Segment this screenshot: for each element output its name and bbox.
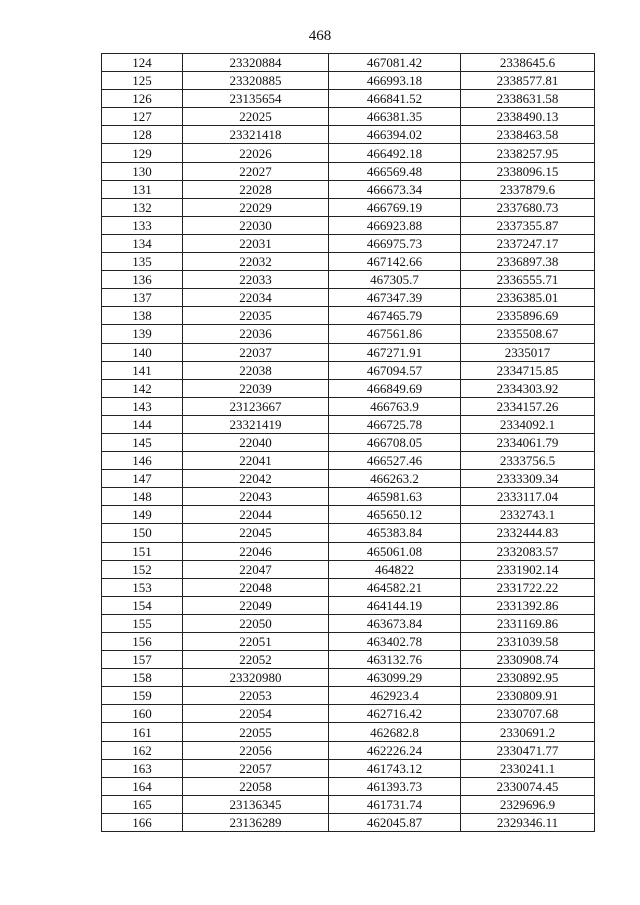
point-number-cell: 162 <box>102 741 183 759</box>
x-coordinate-cell: 466673.34 <box>329 180 461 198</box>
point-number-cell: 152 <box>102 560 183 578</box>
point-id-cell: 22037 <box>183 343 329 361</box>
table-row <box>102 54 595 72</box>
table-row <box>102 633 595 651</box>
point-number-cell: 145 <box>102 433 183 451</box>
x-coordinate-cell: 467561.86 <box>329 325 461 343</box>
point-id-cell: 22043 <box>183 488 329 506</box>
point-number-cell: 156 <box>102 633 183 651</box>
y-coordinate-cell: 2332444.83 <box>461 524 595 542</box>
point-id-cell: 22053 <box>183 687 329 705</box>
y-coordinate-cell: 2337879.6 <box>461 180 595 198</box>
x-coordinate-cell: 462716.42 <box>329 705 461 723</box>
x-coordinate-cell: 466381.35 <box>329 108 461 126</box>
point-id-cell: 22058 <box>183 777 329 795</box>
y-coordinate-cell: 2337680.73 <box>461 198 595 216</box>
x-coordinate-cell: 467142.66 <box>329 253 461 271</box>
point-id-cell: 22049 <box>183 596 329 614</box>
page-number: 468 <box>308 28 332 44</box>
point-number-cell: 125 <box>102 72 183 90</box>
point-id-cell: 22046 <box>183 542 329 560</box>
x-coordinate-cell: 466394.02 <box>329 126 461 144</box>
y-coordinate-cell: 2333756.5 <box>461 452 595 470</box>
y-coordinate-cell: 2334092.1 <box>461 415 595 433</box>
x-coordinate-cell: 463402.78 <box>329 633 461 651</box>
x-coordinate-cell: 461393.73 <box>329 777 461 795</box>
table-row <box>102 488 595 506</box>
point-id-cell: 22030 <box>183 216 329 234</box>
coordinates-table-body <box>102 54 595 832</box>
y-coordinate-cell: 2338631.58 <box>461 90 595 108</box>
point-id-cell: 23135654 <box>183 90 329 108</box>
point-number-cell: 128 <box>102 126 183 144</box>
point-number-cell: 143 <box>102 397 183 415</box>
y-coordinate-cell: 2335017 <box>461 343 595 361</box>
point-id-cell: 22029 <box>183 198 329 216</box>
point-id-cell: 23136289 <box>183 813 329 831</box>
x-coordinate-cell: 467081.42 <box>329 54 461 72</box>
table-row <box>102 325 595 343</box>
table-row <box>102 578 595 596</box>
y-coordinate-cell: 2338490.13 <box>461 108 595 126</box>
point-id-cell: 23321419 <box>183 415 329 433</box>
table-row <box>102 433 595 451</box>
x-coordinate-cell: 462923.4 <box>329 687 461 705</box>
point-number-cell: 146 <box>102 452 183 470</box>
table-row <box>102 813 595 831</box>
x-coordinate-cell: 463132.76 <box>329 651 461 669</box>
table-row <box>102 144 595 162</box>
y-coordinate-cell: 2330809.91 <box>461 687 595 705</box>
table-row <box>102 506 595 524</box>
point-number-cell: 150 <box>102 524 183 542</box>
point-id-cell: 22033 <box>183 271 329 289</box>
x-coordinate-cell: 464822 <box>329 560 461 578</box>
point-number-cell: 132 <box>102 198 183 216</box>
x-coordinate-cell: 463673.84 <box>329 614 461 632</box>
point-number-cell: 138 <box>102 307 183 325</box>
y-coordinate-cell: 2338645.6 <box>461 54 595 72</box>
x-coordinate-cell: 462045.87 <box>329 813 461 831</box>
point-number-cell: 154 <box>102 596 183 614</box>
point-id-cell: 23320980 <box>183 669 329 687</box>
table-row <box>102 542 595 560</box>
y-coordinate-cell: 2334715.85 <box>461 361 595 379</box>
table-row <box>102 669 595 687</box>
table-row <box>102 289 595 307</box>
y-coordinate-cell: 2338257.95 <box>461 144 595 162</box>
point-number-cell: 140 <box>102 343 183 361</box>
point-number-cell: 164 <box>102 777 183 795</box>
y-coordinate-cell: 2335508.67 <box>461 325 595 343</box>
x-coordinate-cell: 466725.78 <box>329 415 461 433</box>
y-coordinate-cell: 2338096.15 <box>461 162 595 180</box>
table-row <box>102 180 595 198</box>
y-coordinate-cell: 2331392.86 <box>461 596 595 614</box>
x-coordinate-cell: 465061.08 <box>329 542 461 560</box>
point-id-cell: 23136345 <box>183 795 329 813</box>
point-id-cell: 22032 <box>183 253 329 271</box>
y-coordinate-cell: 2333117.04 <box>461 488 595 506</box>
point-number-cell: 131 <box>102 180 183 198</box>
point-number-cell: 147 <box>102 470 183 488</box>
table-row <box>102 271 595 289</box>
point-id-cell: 22036 <box>183 325 329 343</box>
y-coordinate-cell: 2338463.58 <box>461 126 595 144</box>
point-number-cell: 148 <box>102 488 183 506</box>
x-coordinate-cell: 467305.7 <box>329 271 461 289</box>
point-number-cell: 149 <box>102 506 183 524</box>
table-row <box>102 307 595 325</box>
point-id-cell: 22040 <box>183 433 329 451</box>
x-coordinate-cell: 465383.84 <box>329 524 461 542</box>
x-coordinate-cell: 461743.12 <box>329 759 461 777</box>
x-coordinate-cell: 466849.69 <box>329 379 461 397</box>
point-id-cell: 22041 <box>183 452 329 470</box>
table-row <box>102 596 595 614</box>
y-coordinate-cell: 2334157.26 <box>461 397 595 415</box>
x-coordinate-cell: 466975.73 <box>329 234 461 252</box>
point-number-cell: 141 <box>102 361 183 379</box>
point-id-cell: 22057 <box>183 759 329 777</box>
point-id-cell: 23123667 <box>183 397 329 415</box>
x-coordinate-cell: 466763.9 <box>329 397 461 415</box>
x-coordinate-cell: 466993.18 <box>329 72 461 90</box>
table-row <box>102 741 595 759</box>
point-number-cell: 144 <box>102 415 183 433</box>
point-number-cell: 157 <box>102 651 183 669</box>
point-number-cell: 129 <box>102 144 183 162</box>
table-row <box>102 90 595 108</box>
y-coordinate-cell: 2330707.68 <box>461 705 595 723</box>
point-number-cell: 163 <box>102 759 183 777</box>
table-row <box>102 723 595 741</box>
table-row <box>102 253 595 271</box>
table-row <box>102 72 595 90</box>
y-coordinate-cell: 2331722.22 <box>461 578 595 596</box>
point-number-cell: 130 <box>102 162 183 180</box>
point-number-cell: 124 <box>102 54 183 72</box>
table-row <box>102 108 595 126</box>
point-id-cell: 22044 <box>183 506 329 524</box>
x-coordinate-cell: 465981.63 <box>329 488 461 506</box>
x-coordinate-cell: 465650.12 <box>329 506 461 524</box>
table-row <box>102 126 595 144</box>
y-coordinate-cell: 2331039.58 <box>461 633 595 651</box>
x-coordinate-cell: 466708.05 <box>329 433 461 451</box>
x-coordinate-cell: 466527.46 <box>329 452 461 470</box>
x-coordinate-cell: 463099.29 <box>329 669 461 687</box>
point-id-cell: 22047 <box>183 560 329 578</box>
point-number-cell: 126 <box>102 90 183 108</box>
table-row <box>102 379 595 397</box>
point-id-cell: 22045 <box>183 524 329 542</box>
x-coordinate-cell: 467094.57 <box>329 361 461 379</box>
y-coordinate-cell: 2332743.1 <box>461 506 595 524</box>
y-coordinate-cell: 2335896.69 <box>461 307 595 325</box>
x-coordinate-cell: 464144.19 <box>329 596 461 614</box>
y-coordinate-cell: 2331169.86 <box>461 614 595 632</box>
point-number-cell: 153 <box>102 578 183 596</box>
table-row <box>102 162 595 180</box>
point-id-cell: 22038 <box>183 361 329 379</box>
point-id-cell: 22034 <box>183 289 329 307</box>
point-number-cell: 127 <box>102 108 183 126</box>
point-id-cell: 22056 <box>183 741 329 759</box>
y-coordinate-cell: 2333309.34 <box>461 470 595 488</box>
point-number-cell: 158 <box>102 669 183 687</box>
point-number-cell: 136 <box>102 271 183 289</box>
point-id-cell: 22025 <box>183 108 329 126</box>
y-coordinate-cell: 2330241.1 <box>461 759 595 777</box>
y-coordinate-cell: 2329696.9 <box>461 795 595 813</box>
table-row <box>102 614 595 632</box>
point-id-cell: 22048 <box>183 578 329 596</box>
point-id-cell: 23321418 <box>183 126 329 144</box>
point-id-cell: 22055 <box>183 723 329 741</box>
point-number-cell: 166 <box>102 813 183 831</box>
table-row <box>102 759 595 777</box>
table-row <box>102 687 595 705</box>
y-coordinate-cell: 2330074.45 <box>461 777 595 795</box>
table-row <box>102 651 595 669</box>
point-id-cell: 22051 <box>183 633 329 651</box>
y-coordinate-cell: 2330471.77 <box>461 741 595 759</box>
table-row <box>102 452 595 470</box>
x-coordinate-cell: 464582.21 <box>329 578 461 596</box>
x-coordinate-cell: 466263.2 <box>329 470 461 488</box>
y-coordinate-cell: 2334061.79 <box>461 433 595 451</box>
point-id-cell: 22050 <box>183 614 329 632</box>
point-number-cell: 135 <box>102 253 183 271</box>
y-coordinate-cell: 2338577.81 <box>461 72 595 90</box>
point-number-cell: 139 <box>102 325 183 343</box>
table-row <box>102 361 595 379</box>
y-coordinate-cell: 2330892.95 <box>461 669 595 687</box>
point-id-cell: 22028 <box>183 180 329 198</box>
x-coordinate-cell: 467271.91 <box>329 343 461 361</box>
table-row <box>102 343 595 361</box>
point-number-cell: 142 <box>102 379 183 397</box>
point-id-cell: 22035 <box>183 307 329 325</box>
y-coordinate-cell: 2337355.87 <box>461 216 595 234</box>
x-coordinate-cell: 462226.24 <box>329 741 461 759</box>
x-coordinate-cell: 467347.39 <box>329 289 461 307</box>
point-number-cell: 160 <box>102 705 183 723</box>
y-coordinate-cell: 2329346.11 <box>461 813 595 831</box>
coordinates-table <box>101 53 595 832</box>
table-row <box>102 234 595 252</box>
y-coordinate-cell: 2334303.92 <box>461 379 595 397</box>
x-coordinate-cell: 461731.74 <box>329 795 461 813</box>
y-coordinate-cell: 2330691.2 <box>461 723 595 741</box>
y-coordinate-cell: 2330908.74 <box>461 651 595 669</box>
point-number-cell: 165 <box>102 795 183 813</box>
table-row <box>102 470 595 488</box>
point-number-cell: 133 <box>102 216 183 234</box>
y-coordinate-cell: 2336555.71 <box>461 271 595 289</box>
y-coordinate-cell: 2336897.38 <box>461 253 595 271</box>
table-row <box>102 777 595 795</box>
point-id-cell: 22027 <box>183 162 329 180</box>
y-coordinate-cell: 2331902.14 <box>461 560 595 578</box>
table-row <box>102 216 595 234</box>
point-id-cell: 22052 <box>183 651 329 669</box>
point-number-cell: 161 <box>102 723 183 741</box>
x-coordinate-cell: 467465.79 <box>329 307 461 325</box>
table-row <box>102 560 595 578</box>
point-number-cell: 137 <box>102 289 183 307</box>
point-number-cell: 134 <box>102 234 183 252</box>
table-row <box>102 705 595 723</box>
table-row <box>102 415 595 433</box>
x-coordinate-cell: 466569.48 <box>329 162 461 180</box>
x-coordinate-cell: 466492.18 <box>329 144 461 162</box>
point-number-cell: 151 <box>102 542 183 560</box>
x-coordinate-cell: 462682.8 <box>329 723 461 741</box>
point-id-cell: 22042 <box>183 470 329 488</box>
y-coordinate-cell: 2332083.57 <box>461 542 595 560</box>
x-coordinate-cell: 466923.88 <box>329 216 461 234</box>
point-id-cell: 23320885 <box>183 72 329 90</box>
x-coordinate-cell: 466841.52 <box>329 90 461 108</box>
table-row <box>102 198 595 216</box>
table-row <box>102 397 595 415</box>
point-id-cell: 22039 <box>183 379 329 397</box>
x-coordinate-cell: 466769.19 <box>329 198 461 216</box>
point-number-cell: 155 <box>102 614 183 632</box>
table-row <box>102 795 595 813</box>
y-coordinate-cell: 2336385.01 <box>461 289 595 307</box>
point-id-cell: 22031 <box>183 234 329 252</box>
point-number-cell: 159 <box>102 687 183 705</box>
point-id-cell: 22026 <box>183 144 329 162</box>
point-id-cell: 23320884 <box>183 54 329 72</box>
table-row <box>102 524 595 542</box>
point-id-cell: 22054 <box>183 705 329 723</box>
y-coordinate-cell: 2337247.17 <box>461 234 595 252</box>
